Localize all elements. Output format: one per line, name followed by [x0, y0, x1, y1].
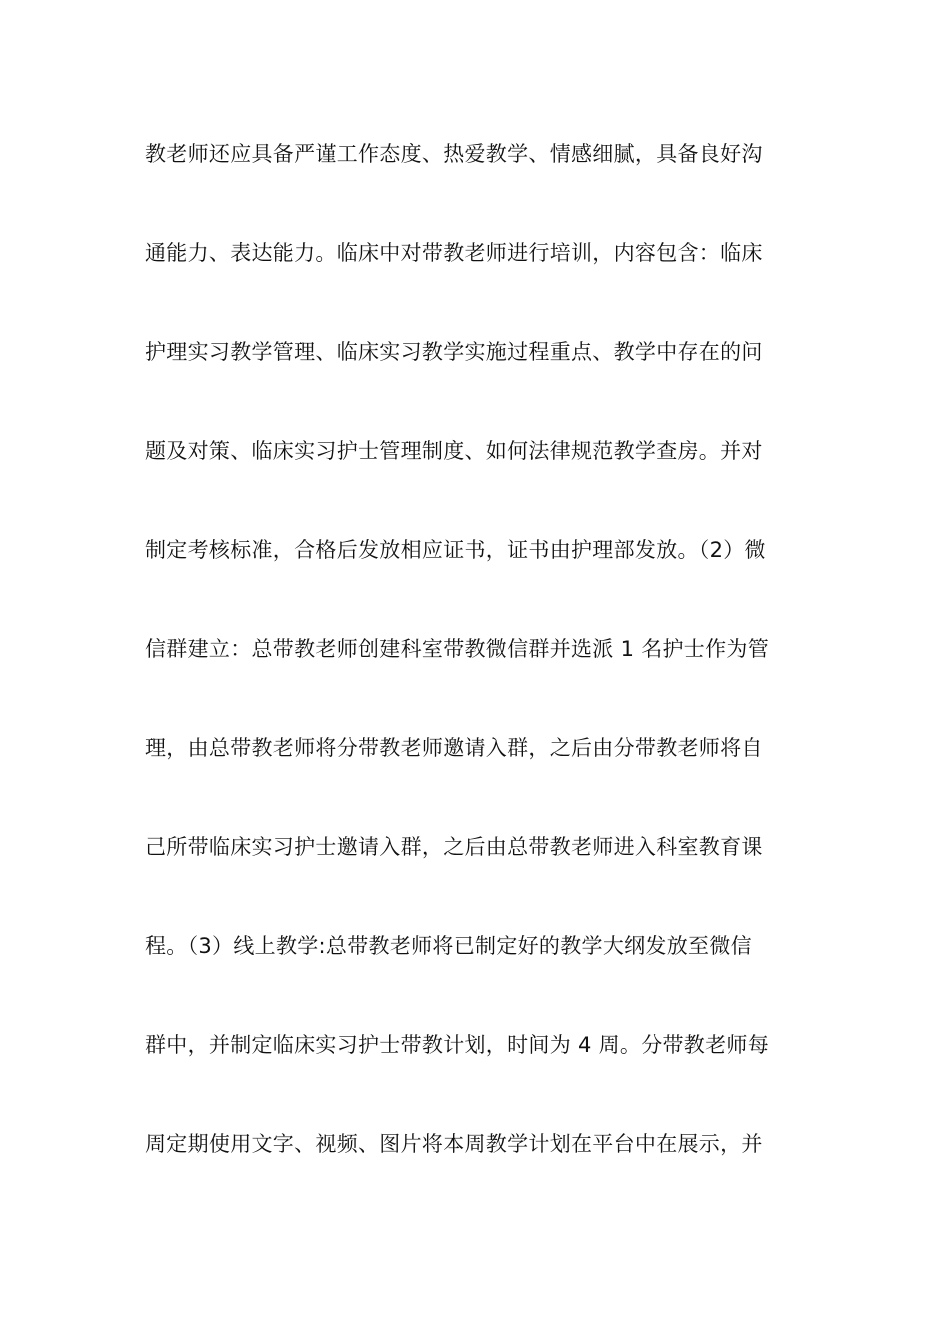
text-line-5: 制定考核标准，合格后发放相应证书，证书由护理部发放。（2）微: [145, 538, 766, 562]
text-line-11: 周定期使用文字、视频、图片将本周教学计划在平台中在展示，并: [145, 1132, 763, 1156]
text-line-1: 教老师还应具备严谨工作态度、热爱教学、情感细腻，具备良好沟: [145, 142, 763, 166]
text-line-3: 护理实习教学管理、临床实习教学实施过程重点、教学中存在的问: [145, 340, 763, 364]
text-line-8: 己所带临床实习护士邀请入群，之后由总带教老师进入科室教育课: [145, 835, 763, 859]
text-line-4: 题及对策、临床实习护士管理制度、如何法律规范教学查房。并对: [145, 439, 763, 463]
body-text: [145, 130, 815, 1219]
text-line-7: 理，由总带教老师将分带教老师邀请入群，之后由分带教老师将自: [145, 736, 763, 760]
text-line-2: 通能力、表达能力。临床中对带教老师进行培训，内容包含：临床: [145, 241, 763, 265]
text-line-6: 信群建立：总带教老师创建科室带教微信群并选派 1 名护士作为管: [145, 637, 770, 661]
text-line-10: 群中，并制定临床实习护士带教计划，时间为 4 周。分带教老师每: [145, 1033, 770, 1057]
text-line-9: 程。（3）线上教学:总带教老师将已制定好的教学大纲发放至微信: [145, 934, 752, 958]
